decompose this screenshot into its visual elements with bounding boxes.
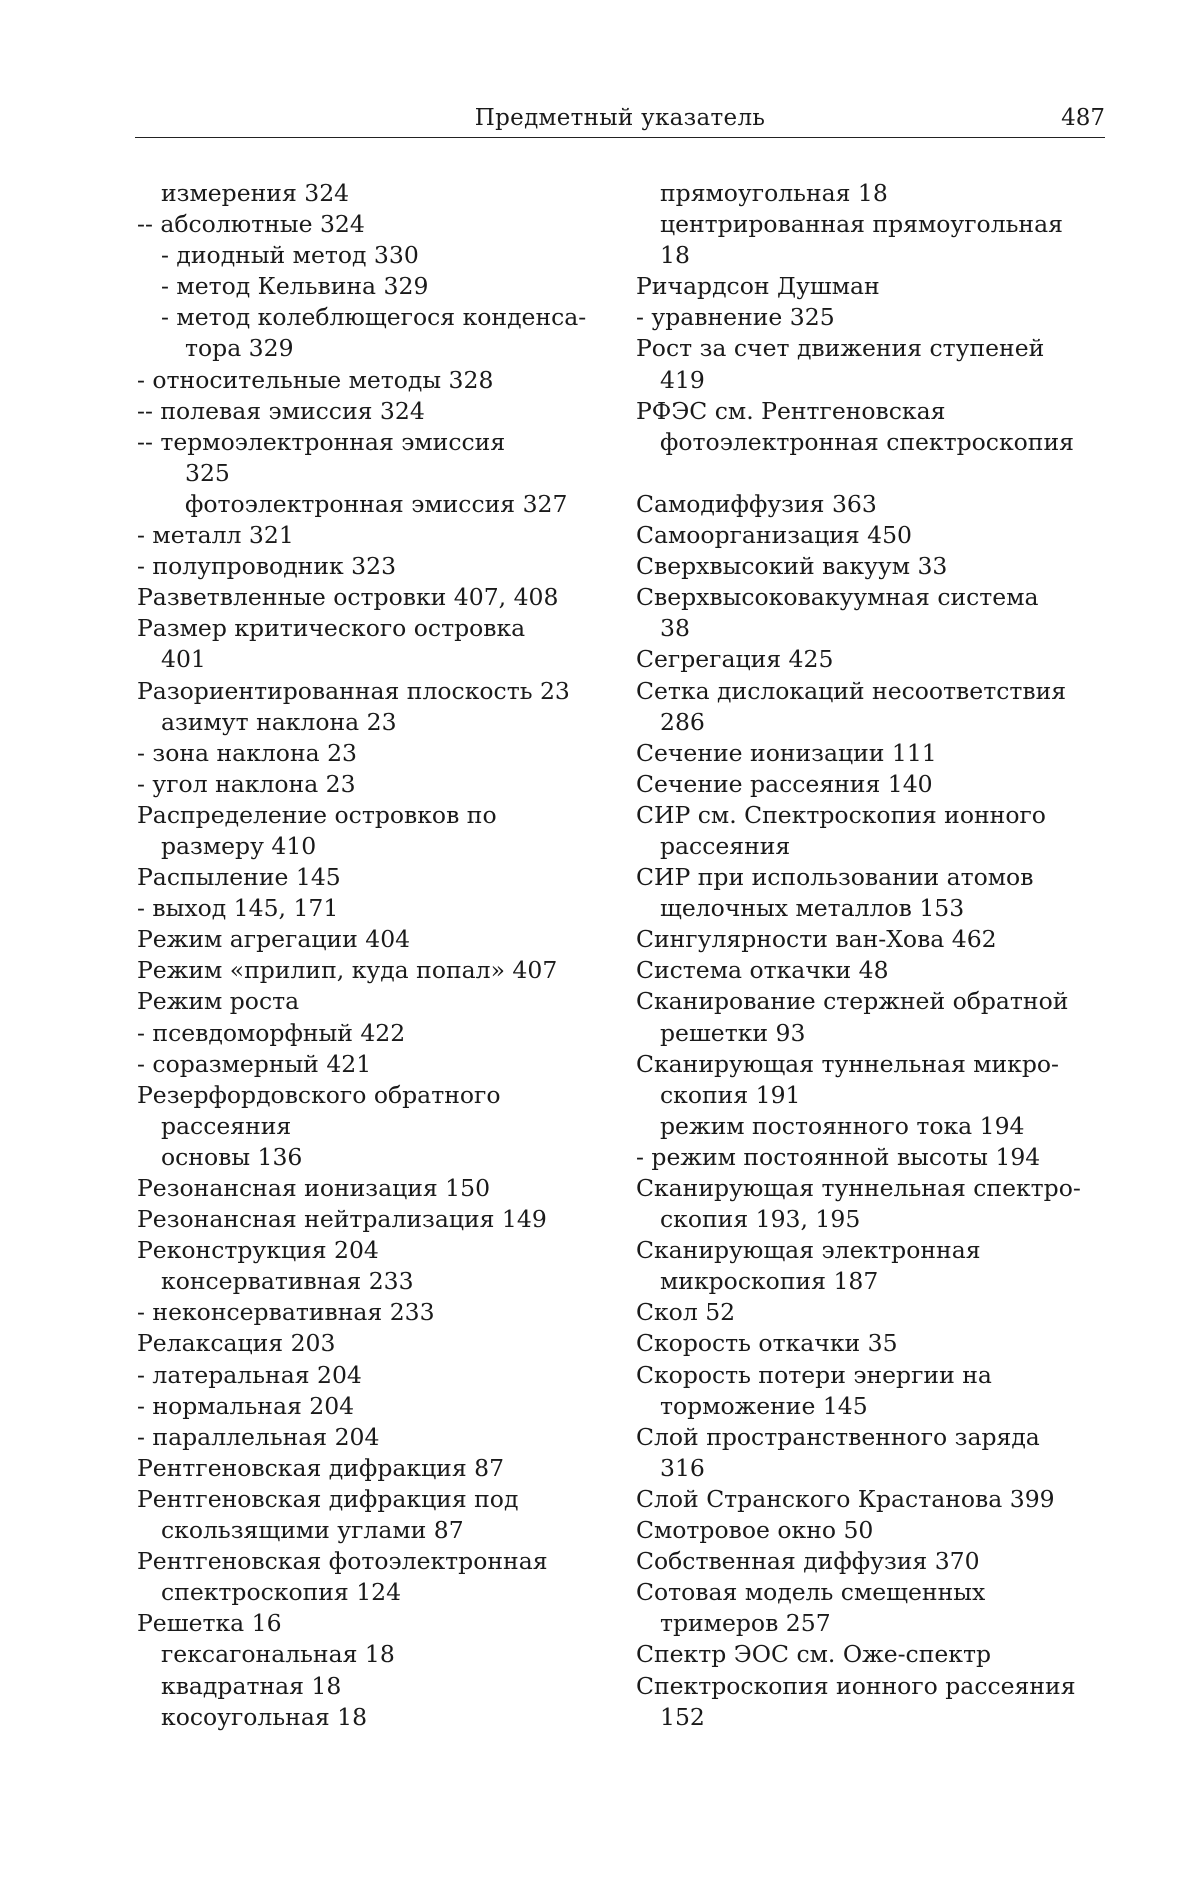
index-entry: Режим агрегации 404 [137, 925, 411, 954]
index-entry: щелочных металлов 153 [660, 894, 965, 923]
index-entry: Режим роста [137, 987, 300, 1016]
index-entry: Сканирование стержней обратной [636, 987, 1069, 1016]
index-entry: скользящими углами 87 [161, 1516, 464, 1545]
index-entry: Скорость откачки 35 [636, 1329, 898, 1358]
header-title: Предметный указатель [474, 105, 766, 131]
running-header [135, 103, 1105, 138]
index-entry: - диодный метод 330 [161, 241, 419, 270]
index-entry: Распределение островков по [137, 800, 497, 829]
index-entry: - параллельная 204 [137, 1422, 380, 1451]
index-entry: РФЭС см. Рентгеновская [636, 396, 946, 425]
index-entry: Спектр ЭОС см. Оже-спектр [636, 1640, 992, 1669]
index-entry: Резонансная нейтрализация 149 [137, 1205, 547, 1234]
index-entry: азимут наклона 23 [161, 707, 397, 736]
index-entry: - металл 321 [137, 521, 294, 550]
index-entry: Скол 52 [636, 1298, 736, 1327]
index-entry: 401 [161, 645, 206, 674]
index-entry: Рост за счет движения ступеней [636, 334, 1045, 363]
right-column [636, 178, 1106, 1733]
index-entry: Сверхвысокий вакуум 33 [636, 552, 948, 581]
index-entry: режим постоянного тока 194 [660, 1111, 1025, 1140]
index-entry: 38 [660, 614, 690, 643]
index-entry: Размер критического островка [137, 614, 526, 643]
index-entry: - угол наклона 23 [137, 769, 356, 798]
index-entry: Сотовая модель смещенных [636, 1578, 986, 1607]
index-entry: Смотровое окно 50 [636, 1516, 874, 1545]
index-entry: Скорость потери энергии на [636, 1360, 992, 1389]
index-entry: 18 [660, 241, 690, 270]
index-entry: гексагональная 18 [161, 1640, 395, 1669]
index-entry: -- полевая эмиссия 324 [137, 396, 425, 425]
index-entry: - режим постоянной высоты 194 [636, 1142, 1041, 1171]
index-entry: Резерфордовского обратного [137, 1080, 501, 1109]
index-entry: Сканирующая туннельная микро- [636, 1049, 1059, 1078]
index-entry: косоугольная 18 [161, 1702, 368, 1731]
index-entry: Сечение ионизации 111 [636, 738, 937, 767]
index-entry: консервативная 233 [161, 1267, 414, 1296]
index-entry: 419 [660, 365, 705, 394]
index-entry: спектроскопия 124 [161, 1578, 402, 1607]
index-entry: Реконструкция 204 [137, 1236, 379, 1265]
index-entry: Система откачки 48 [636, 956, 889, 985]
index-entry: тора 329 [185, 334, 294, 363]
index-entry: торможение 145 [660, 1391, 868, 1420]
index-entry: -- термоэлектронная эмиссия [137, 427, 506, 456]
index-entry: решетки 93 [660, 1018, 806, 1047]
index-entry: Резонансная ионизация 150 [137, 1174, 491, 1202]
index-entry: Сетка дислокаций несоответствия [636, 676, 1067, 705]
page-number: 487 [1061, 105, 1105, 131]
index-entry: микроскопия 187 [660, 1267, 879, 1296]
index-entry: 152 [660, 1702, 705, 1731]
index-entry: Сканирующая туннельная спектро- [636, 1174, 1081, 1202]
index-entry: Рентгеновская дифракция под [137, 1484, 519, 1513]
index-entry: - полупроводник 323 [137, 552, 397, 581]
index-entry: 325 [185, 458, 230, 487]
index-entry: Самоорганизация 450 [636, 521, 913, 550]
index-entry: Рентгеновская фотоэлектронная [137, 1547, 548, 1576]
index-entry: Ричардсон Душман [636, 272, 880, 301]
index-entry: -- абсолютные 324 [137, 210, 365, 239]
index-entry: Релаксация 203 [137, 1329, 336, 1358]
index-entry: размеру 410 [161, 831, 317, 860]
index-entry: Разориентированная плоскость 23 [137, 676, 570, 705]
index-entry: - нормальная 204 [137, 1391, 355, 1420]
index-entry: Режим «прилип, куда попал» 407 [137, 956, 558, 985]
index-entry: основы 136 [161, 1142, 303, 1171]
index-entry: Слой пространственного заряда [636, 1422, 1040, 1451]
index-entry: Сегрегация 425 [636, 645, 834, 674]
index-entry: 286 [660, 707, 705, 736]
index-entry: фотоэлектронная эмиссия 327 [185, 489, 568, 518]
index-entry: Сканирующая электронная [636, 1236, 981, 1265]
index-entry: - зона наклона 23 [137, 738, 358, 767]
index-entry: скопия 193, 195 [660, 1205, 861, 1234]
index-entry: центрированная прямоугольная [660, 210, 1063, 239]
index-entry: измерения 324 [161, 179, 350, 207]
index-entry: скопия 191 [660, 1080, 801, 1109]
index-entry: СИР при использовании атомов [636, 863, 1034, 892]
index-entry: Рентгеновская дифракция 87 [137, 1453, 505, 1482]
index-entry: тримеров 257 [660, 1609, 831, 1638]
index-entry: - неконсервативная 233 [137, 1298, 435, 1327]
index-entry: - соразмерный 421 [137, 1049, 372, 1078]
index-entry: рассеяния [161, 1111, 292, 1140]
index-entry: - латеральная 204 [137, 1360, 362, 1389]
left-column [137, 178, 607, 1733]
index-entry: 316 [660, 1453, 705, 1482]
index-entry: Решетка 16 [137, 1609, 282, 1638]
index-entry: фотоэлектронная спектроскопия [660, 427, 1074, 456]
index-entry: СИР см. Спектроскопия ионного [636, 800, 1046, 829]
index-entry: - уравнение 325 [636, 303, 835, 332]
index-entry: - выход 145, 171 [137, 894, 339, 923]
index-entry: Самодиффузия 363 [636, 489, 877, 518]
index-entry: Сечение рассеяния 140 [636, 769, 933, 798]
index-entry: квадратная 18 [161, 1671, 342, 1700]
index-entry: Сверхвысоковакуумная система [636, 583, 1039, 612]
index-entry: Разветвленные островки 407, 408 [137, 583, 559, 612]
index-section-gap [636, 458, 1106, 489]
index-entry: - метод Кельвина 329 [161, 272, 429, 301]
index-entry: - псевдоморфный 422 [137, 1018, 406, 1047]
index-entry: - метод колеблющегося конденса- [161, 303, 587, 332]
index-entry: рассеяния [660, 831, 791, 860]
index-entry: Спектроскопия ионного рассеяния [636, 1671, 1076, 1700]
index-entry: прямоугольная 18 [660, 179, 888, 207]
index-entry: Слой Странского Крастанова 399 [636, 1484, 1055, 1513]
index-entry: Собственная диффузия 370 [636, 1547, 980, 1576]
index-entry: Сингулярности ван-Хова 462 [636, 925, 997, 954]
index-entry: - относительные методы 328 [137, 365, 494, 394]
index-entry: Распыление 145 [137, 863, 341, 892]
